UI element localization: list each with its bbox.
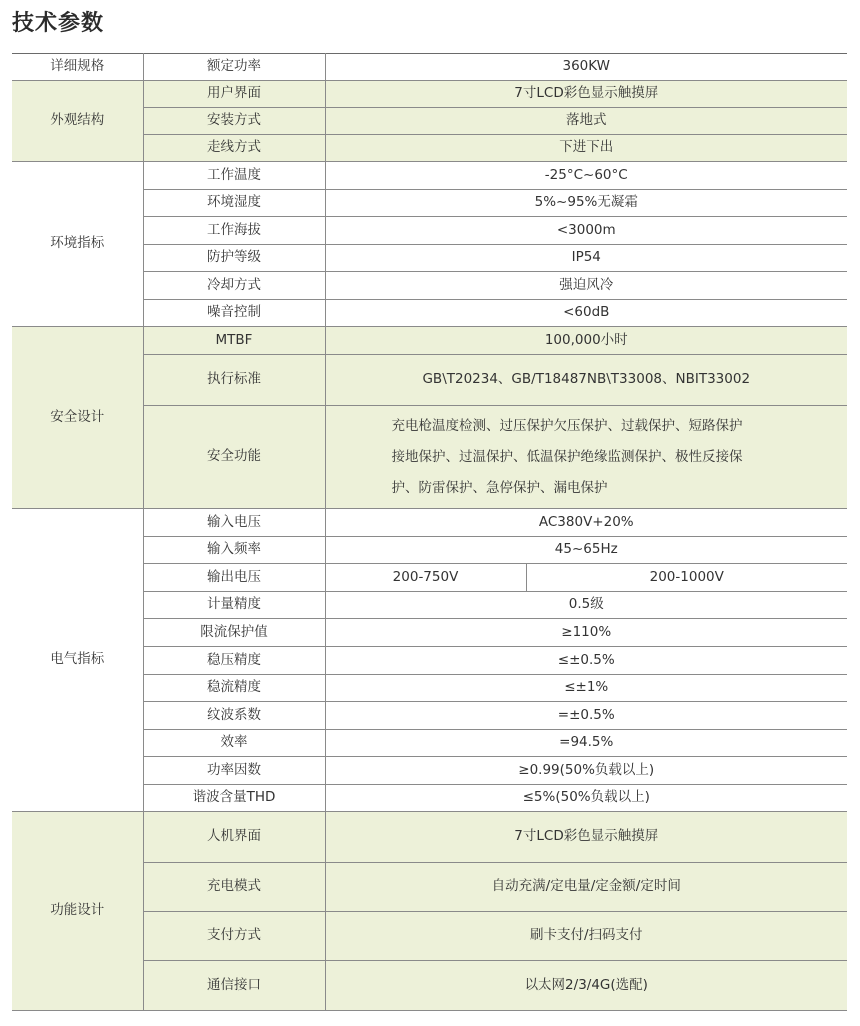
spec-group-label: 功能设计: [12, 812, 143, 1011]
param-value: IP54: [325, 245, 847, 272]
param-label: 输出电压: [143, 564, 325, 592]
param-value: 45~65Hz: [325, 537, 847, 564]
page-title: 技术参数: [12, 11, 105, 36]
param-label: 限流保护值: [143, 619, 325, 647]
param-value: =94.5%: [325, 730, 847, 757]
param-label: 额定功率: [143, 54, 325, 81]
param-label: 环境湿度: [143, 190, 325, 217]
param-value: 下进下出: [325, 135, 847, 162]
param-value: 360KW: [325, 54, 847, 81]
param-label: 谐波含量THD: [143, 785, 325, 812]
spec-group-label: 环境指标: [12, 162, 143, 327]
param-label: 走线方式: [143, 135, 325, 162]
table-row: [12, 162, 847, 190]
param-value: 5%~95%无凝霜: [325, 190, 847, 217]
param-value: 7寸LCD彩色显示触摸屏: [325, 812, 847, 863]
param-label: 用户界面: [143, 81, 325, 108]
table-row: [12, 327, 847, 355]
param-value: 刷卡支付/扫码支付: [325, 912, 847, 961]
param-label: 冷却方式: [143, 272, 325, 300]
param-value: 7寸LCD彩色显示触摸屏: [325, 81, 847, 108]
param-label: 稳压精度: [143, 647, 325, 675]
param-label: 防护等级: [143, 245, 325, 272]
safety-function-line: 充电枪温度检测、过压保护欠压保护、过载保护、短路保护: [391, 417, 743, 434]
param-value: <3000m: [325, 217, 847, 245]
param-value: 落地式: [325, 108, 847, 135]
param-label: 安全功能: [143, 406, 325, 509]
param-label: 输入频率: [143, 537, 325, 564]
param-value: ≤±0.5%: [325, 647, 847, 675]
spec-group-label: 详细规格: [12, 54, 143, 81]
param-value: <60dB: [325, 300, 847, 327]
param-value: ≥110%: [325, 619, 847, 647]
param-value: 自动充满/定电量/定金额/定时间: [325, 863, 847, 912]
param-value: ≤5%(50%负载以上): [325, 785, 847, 812]
param-label: 效率: [143, 730, 325, 757]
param-label: 稳流精度: [143, 675, 325, 702]
param-label: 工作温度: [143, 162, 325, 190]
param-label: 功率因数: [143, 757, 325, 785]
param-value: AC380V+20%: [325, 509, 847, 537]
param-label: 执行标准: [143, 355, 325, 406]
param-value: 0.5级: [325, 592, 847, 619]
table-row: [12, 81, 847, 108]
param-label: 支付方式: [143, 912, 325, 961]
param-label: 噪音控制: [143, 300, 325, 327]
safety-function-line: 接地保护、过温保护、低温保护绝缘监测保护、极性反接保: [391, 448, 743, 465]
table-row: [12, 812, 847, 863]
param-value: ≤±1%: [325, 675, 847, 702]
table-row: [12, 54, 847, 81]
table-row: [12, 509, 847, 537]
safety-function-line: 护、防雷保护、急停保护、漏电保护: [391, 479, 608, 496]
param-label: 输入电压: [143, 509, 325, 537]
param-label: 人机界面: [143, 812, 325, 863]
spec-group-label: 电气指标: [12, 509, 143, 812]
param-value: -25°C~60°C: [325, 162, 847, 190]
param-label: 工作海拔: [143, 217, 325, 245]
param-label: 安装方式: [143, 108, 325, 135]
spec-group-label: 安全设计: [12, 327, 143, 509]
param-value: =±0.5%: [325, 702, 847, 730]
param-label: 计量精度: [143, 592, 325, 619]
param-value: 强迫风冷: [325, 272, 847, 300]
spec-group-label: 外观结构: [12, 81, 143, 162]
param-value: 以太网2/3/4G(选配): [325, 961, 847, 1011]
param-label: 纹波系数: [143, 702, 325, 730]
param-label: 通信接口: [143, 961, 325, 1011]
param-value: GB\T20234、GB/T18487NB\T33008、NBIT33002: [325, 355, 847, 406]
param-value-multiline: [325, 406, 847, 509]
param-label: MTBF: [143, 327, 325, 355]
param-label: 充电模式: [143, 863, 325, 912]
param-value: ≥0.99(50%负载以上): [325, 757, 847, 785]
param-value: 100,000小时: [325, 327, 847, 355]
param-value-b: 200-1000V: [526, 564, 847, 592]
param-value-a: 200-750V: [325, 564, 526, 592]
spec-table: [12, 53, 847, 1011]
